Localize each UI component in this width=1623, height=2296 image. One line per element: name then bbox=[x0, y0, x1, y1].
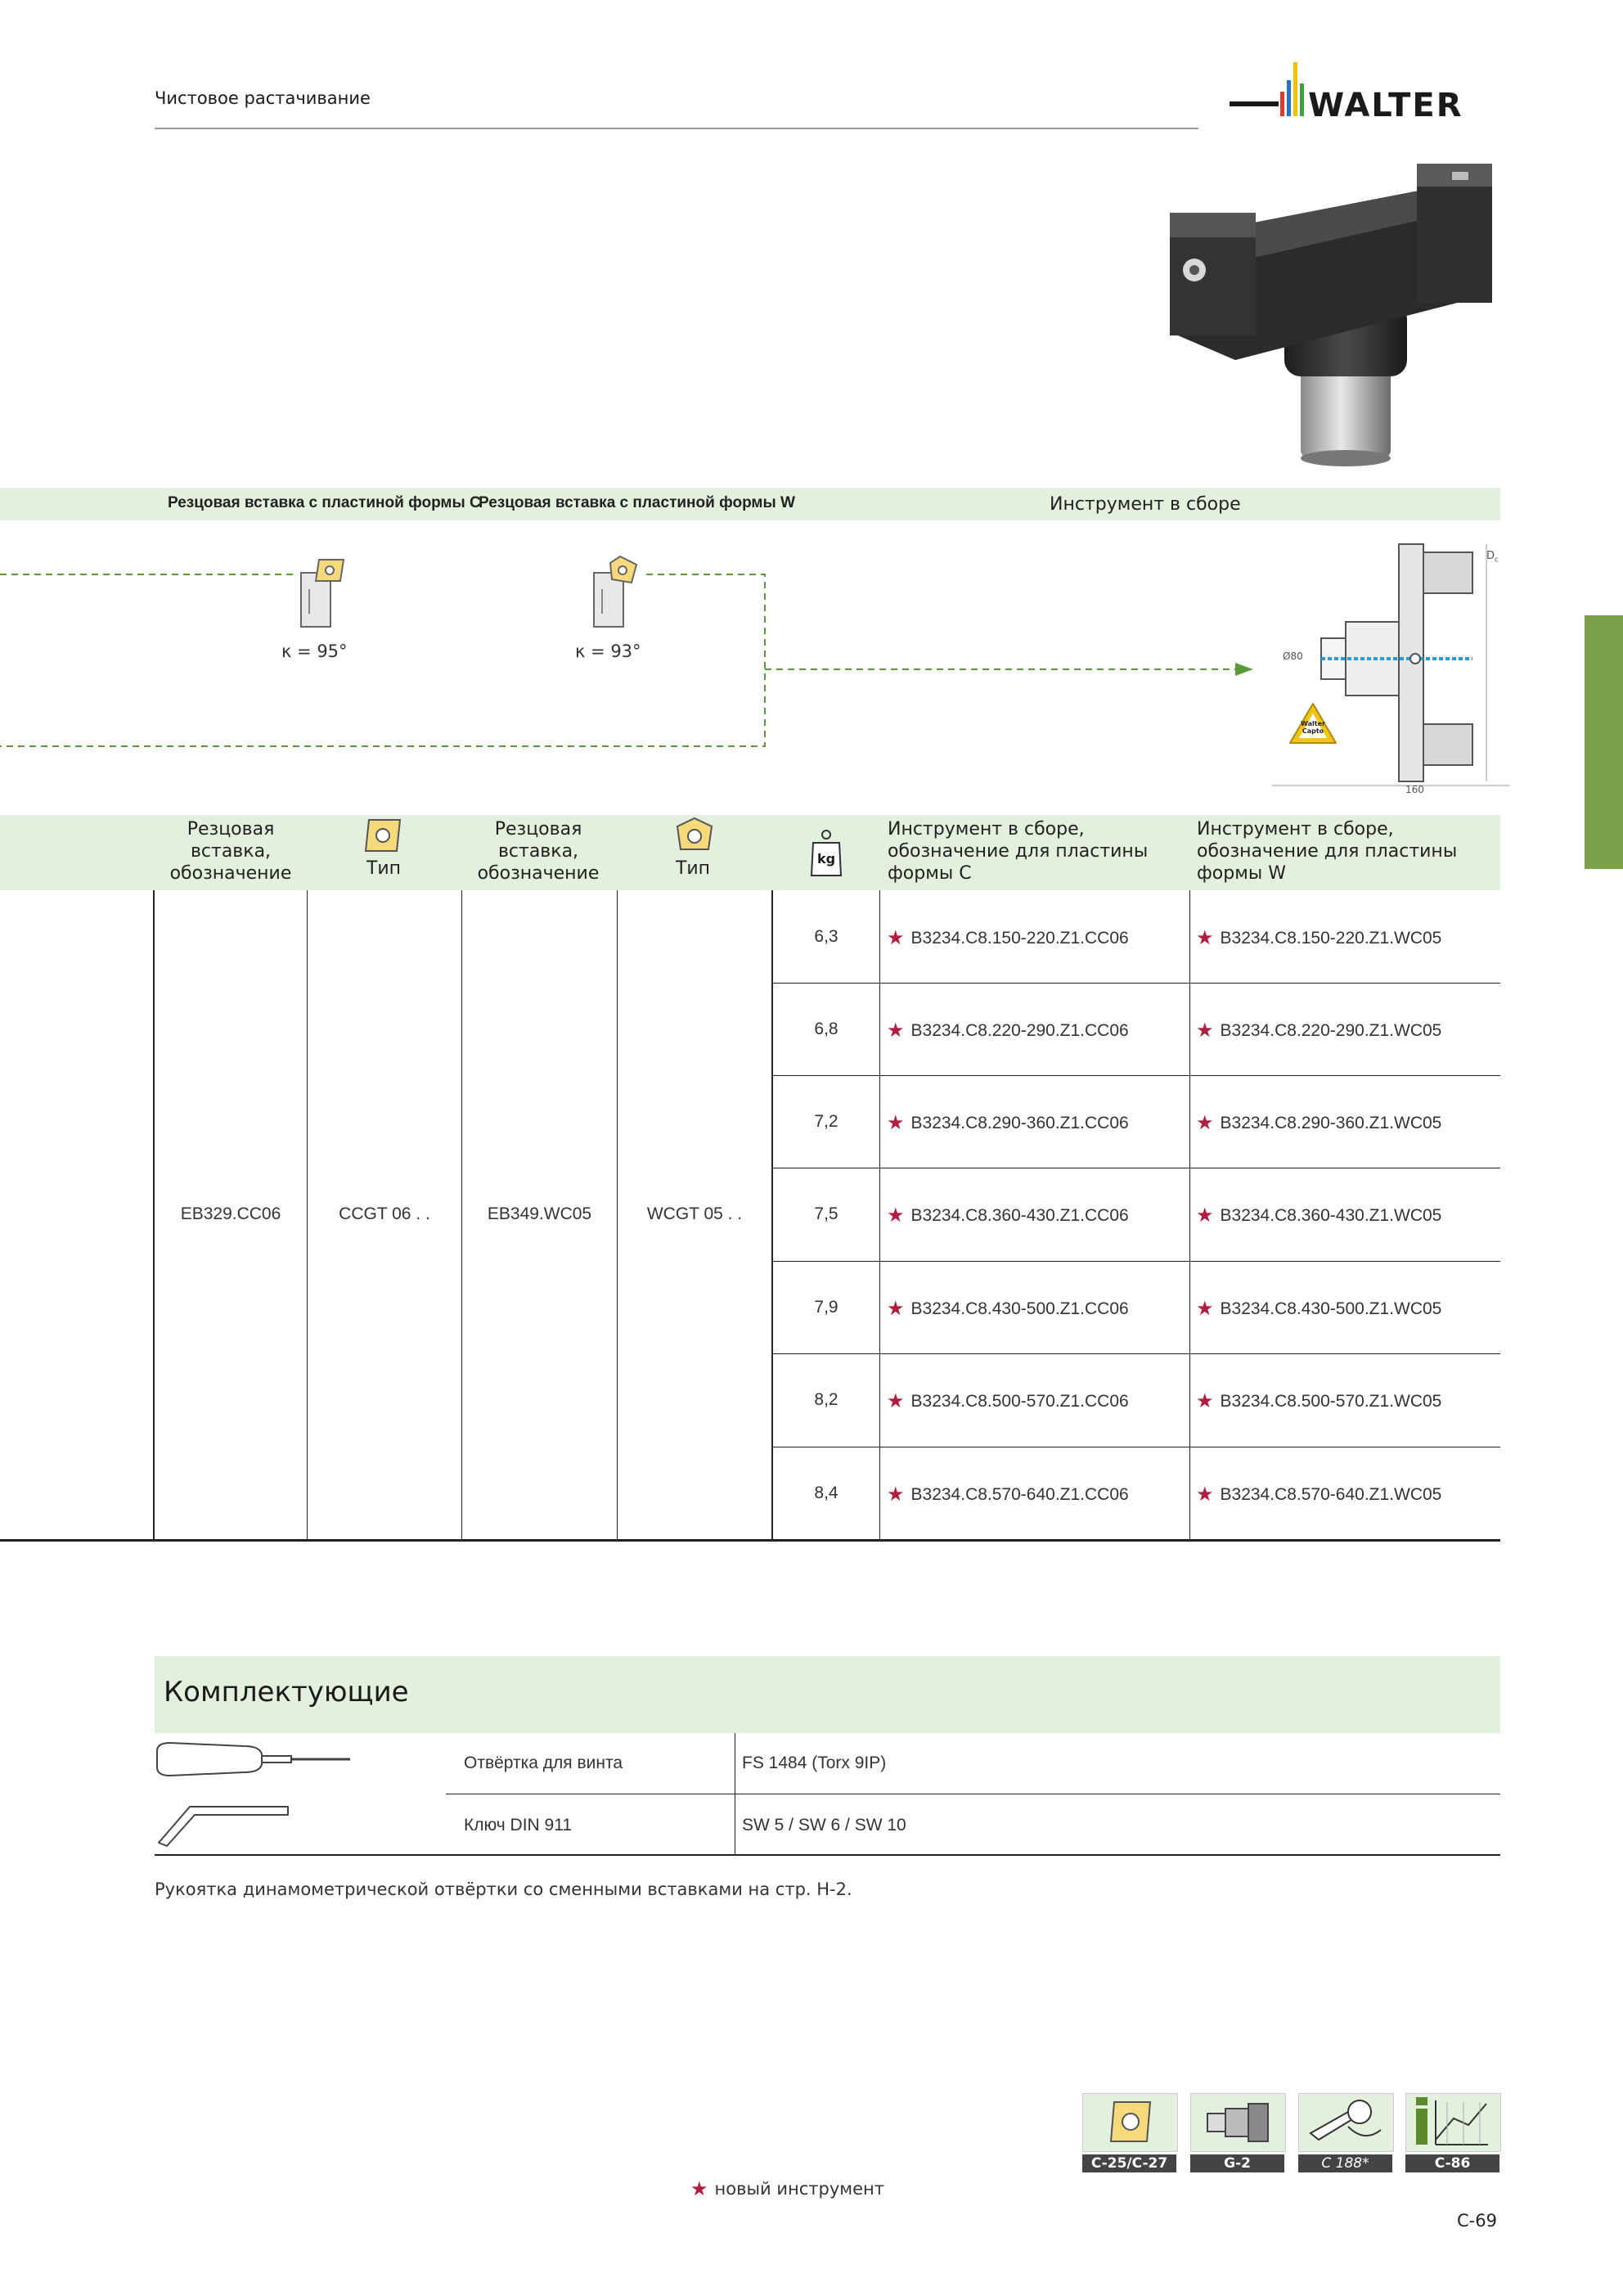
chapter-tab[interactable] bbox=[1585, 615, 1623, 869]
flow-arrow bbox=[765, 661, 1256, 678]
new-star-icon: ★ bbox=[887, 1298, 905, 1320]
dc-label: D bbox=[1486, 550, 1495, 562]
insert-holder-c-icon bbox=[294, 556, 352, 628]
walter-logo bbox=[1230, 61, 1501, 134]
new-star-icon: ★ bbox=[1196, 1204, 1214, 1227]
insert-holder-w-icon bbox=[587, 555, 645, 628]
col-insert-c: Резцовая вставка, обозначение bbox=[169, 819, 292, 884]
ref-wrench-box[interactable] bbox=[1298, 2093, 1394, 2152]
row-assembly-c: B3234.C8.360-430.Z1.CC06 bbox=[910, 1206, 1129, 1225]
hex-key-icon bbox=[154, 1797, 293, 1848]
accessories-band bbox=[155, 1656, 1500, 1733]
row-assembly-c: B3234.C8.500-570.Z1.CC06 bbox=[910, 1392, 1129, 1411]
length-label: 160 bbox=[1405, 784, 1424, 795]
ref-insert-c-box[interactable] bbox=[1082, 2093, 1178, 2152]
row-assembly-c: B3234.C8.150-220.Z1.CC06 bbox=[910, 929, 1129, 948]
new-star-icon: ★ bbox=[1196, 1483, 1214, 1506]
info-chart-icon bbox=[1406, 2094, 1500, 2151]
insert-c-shape-icon bbox=[362, 818, 403, 853]
new-star-icon: ★ bbox=[887, 1390, 905, 1412]
badge-line2: Capto bbox=[1302, 727, 1324, 735]
col-assembly-c: Инструмент в сборе, обозначение для пластины формы C bbox=[888, 819, 1149, 884]
accessories-title: Комплектующие bbox=[164, 1676, 409, 1708]
accessory-name: Отвёртка для винта bbox=[464, 1754, 623, 1772]
adaptor-icon bbox=[1191, 2094, 1285, 2151]
row-assembly-c: B3234.C8.290-360.Z1.CC06 bbox=[910, 1114, 1129, 1132]
ref-label[interactable]: G-2 bbox=[1190, 2154, 1284, 2172]
badge-line1: Walter bbox=[1301, 720, 1325, 727]
footnote: Рукоятка динамометрической отвёртки со сменными вставками на стр. H-2. bbox=[155, 1880, 852, 1899]
section-band bbox=[0, 488, 1500, 520]
kappa-c: κ = 95° bbox=[281, 642, 348, 661]
accessory-value: FS 1484 (Torx 9IP) bbox=[742, 1754, 887, 1772]
row-weight: 7,9 bbox=[814, 1298, 838, 1317]
flow-lines bbox=[0, 532, 785, 753]
row-weight: 8,2 bbox=[814, 1390, 838, 1409]
weight-icon-label: kg bbox=[816, 851, 836, 867]
row-assembly-c: B3234.C8.430-500.Z1.CC06 bbox=[910, 1299, 1129, 1318]
section-title: Чистовое растачивание bbox=[155, 88, 371, 108]
wrench-icon bbox=[1299, 2094, 1393, 2151]
row-assembly-w: B3234.C8.360-430.Z1.WC05 bbox=[1220, 1206, 1442, 1225]
row-assembly-c: B3234.C8.570-640.Z1.CC06 bbox=[910, 1485, 1129, 1504]
insert-w-heading: Резцовая вставка с пластиной формы W bbox=[479, 494, 795, 511]
row-assembly-w: B3234.C8.430-500.Z1.WC05 bbox=[1220, 1299, 1442, 1318]
row-assembly-w: B3234.C8.150-220.Z1.WC05 bbox=[1220, 929, 1442, 948]
insert-w-shape-icon bbox=[674, 817, 715, 854]
new-star-icon: ★ bbox=[1196, 1390, 1214, 1412]
row-weight: 7,2 bbox=[814, 1112, 838, 1131]
new-star-icon: ★ bbox=[887, 1112, 905, 1134]
insert-c-value: EB329.CC06 bbox=[180, 1204, 281, 1223]
ref-label[interactable]: C-25/C-27 bbox=[1082, 2154, 1176, 2172]
row-assembly-w: B3234.C8.570-640.Z1.WC05 bbox=[1220, 1485, 1442, 1504]
row-assembly-w: B3234.C8.220-290.Z1.WC05 bbox=[1220, 1021, 1442, 1040]
col-type-w: Тип bbox=[675, 858, 711, 879]
screwdriver-icon bbox=[154, 1740, 354, 1779]
boring-head-photo bbox=[1162, 155, 1505, 476]
accessory-name: Ключ DIN 911 bbox=[464, 1816, 573, 1835]
insert-w-value: EB349.WC05 bbox=[487, 1204, 592, 1223]
row-assembly-w: B3234.C8.500-570.Z1.WC05 bbox=[1220, 1392, 1442, 1411]
assembly-diagram bbox=[1272, 536, 1509, 798]
row-weight: 6,8 bbox=[814, 1020, 838, 1038]
dc-subscript: c bbox=[1495, 556, 1499, 565]
new-star-icon: ★ bbox=[690, 2177, 708, 2200]
svg-text:WALTER: WALTER bbox=[1308, 87, 1463, 124]
ref-info-box[interactable] bbox=[1405, 2093, 1501, 2152]
weight-icon bbox=[810, 828, 843, 879]
row-assembly-c: B3234.C8.220-290.Z1.CC06 bbox=[910, 1021, 1129, 1040]
ref-label[interactable]: C 188* bbox=[1298, 2154, 1392, 2172]
new-star-icon: ★ bbox=[1196, 1298, 1214, 1320]
assembled-heading: Инструмент в сборе bbox=[1050, 494, 1241, 515]
page-number: C-69 bbox=[1457, 2211, 1497, 2231]
row-weight: 6,3 bbox=[814, 927, 838, 946]
row-weight: 8,4 bbox=[814, 1483, 838, 1502]
new-star-icon: ★ bbox=[887, 1020, 905, 1042]
ref-adaptor-box[interactable] bbox=[1190, 2093, 1286, 2152]
new-star-icon: ★ bbox=[887, 927, 905, 949]
new-tool-text: новый инструмент bbox=[714, 2179, 885, 2199]
type-c-value: CCGT 06 . . bbox=[339, 1204, 430, 1223]
col-insert-w: Резцовая вставка, обозначение bbox=[477, 819, 600, 884]
row-weight: 7,5 bbox=[814, 1204, 838, 1223]
col-assembly-w: Инструмент в сборе, обозначение для пластины формы W bbox=[1197, 819, 1458, 884]
row-assembly-w: B3234.C8.290-360.Z1.WC05 bbox=[1220, 1114, 1442, 1132]
new-star-icon: ★ bbox=[1196, 927, 1214, 949]
new-star-icon: ★ bbox=[887, 1483, 905, 1506]
insert-c-heading: Резцовая вставка с пластиной формы C bbox=[168, 494, 481, 511]
new-star-icon: ★ bbox=[887, 1204, 905, 1227]
new-star-icon: ★ bbox=[1196, 1020, 1214, 1042]
col-type-c: Тип bbox=[366, 858, 402, 879]
ref-label[interactable]: C-86 bbox=[1405, 2154, 1499, 2172]
header-divider bbox=[155, 128, 1198, 129]
diameter-label: Ø80 bbox=[1283, 651, 1303, 662]
insert-c-icon bbox=[1083, 2094, 1177, 2151]
kappa-w: κ = 93° bbox=[575, 642, 641, 661]
new-star-icon: ★ bbox=[1196, 1112, 1214, 1134]
accessory-value: SW 5 / SW 6 / SW 10 bbox=[742, 1816, 906, 1835]
type-w-value: WCGT 05 . . bbox=[646, 1204, 743, 1223]
new-tool-legend bbox=[690, 2177, 884, 2199]
